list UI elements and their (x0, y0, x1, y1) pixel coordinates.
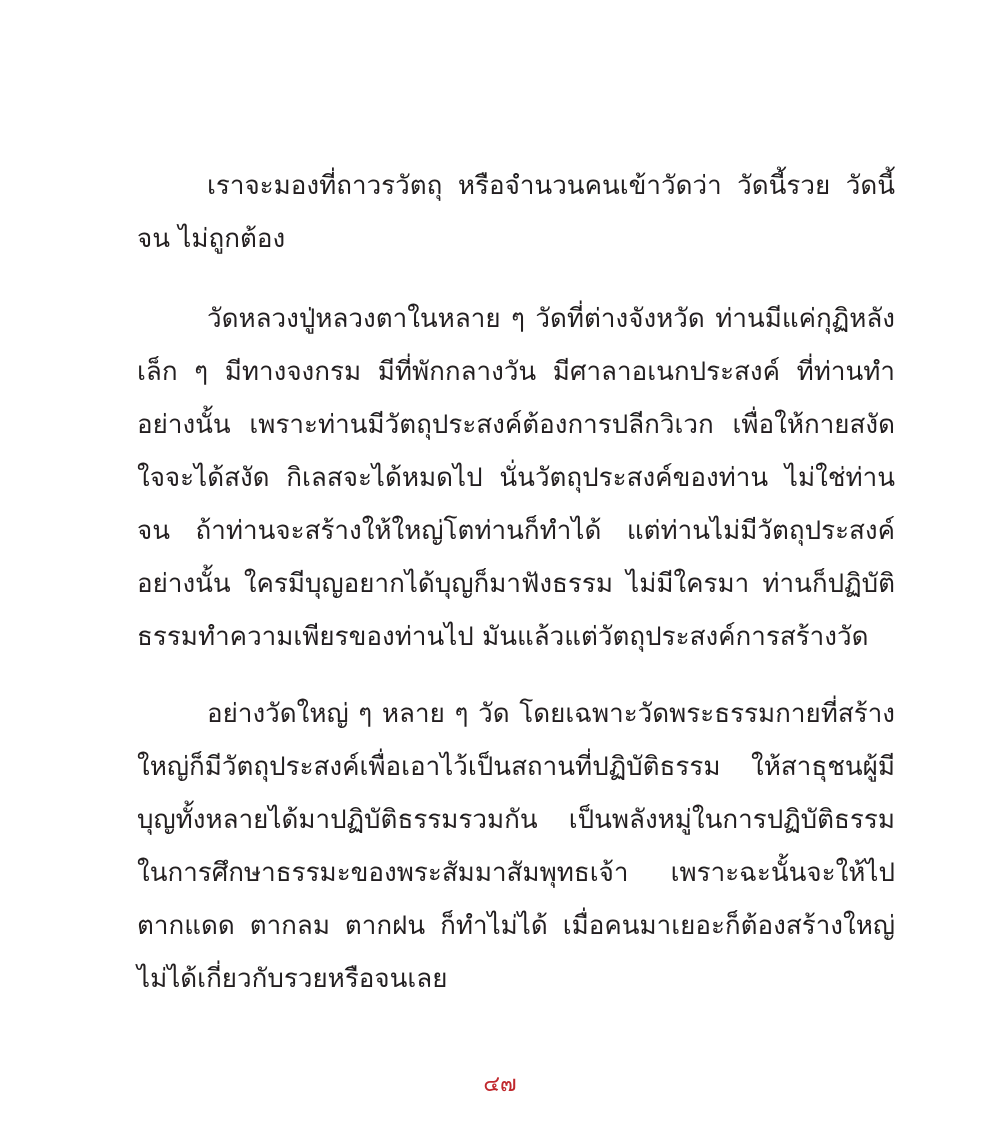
paragraph-3: อย่างวัดใหญ่ ๆ หลาย ๆ วัด โดยเฉพาะวัดพระธรรมกายที่สร้างใหญ่ก็มีวัตถุประสงค์เพื่อเอาไว้เป็นสถานที่ปฏิบัติธรรม ให้สาธุชนผู้มีบุญทั้งหลายได้มาปฏิบัติธรรมรวมกัน เป็นพลังหมู่ในการปฏิบัติธรรม ในการศึกษาธรรมะของพระสัมมาสัมพุทธเจ้า เพราะฉะนั้นจะให้ไปตากแดด ตากลม ตากฝน ก็ทำไม่ได้ เมื่อคนมาเยอะก็ต้องสร้างใหญ่ ไม่ได้เกี่ยวกับรวยหรือจนเลย (137, 699, 895, 994)
page-number: ๔๗ (483, 1072, 517, 1097)
paragraph-2: วัดหลวงปู่หลวงตาในหลาย ๆ วัดที่ต่างจังหวัด ท่านมีแค่กุฏิหลังเล็ก ๆ มีทางจงกรม มีที่พักกลางวัน มีศาลาอเนกประสงค์ ที่ท่านทำอย่างนั้น เพราะท่านมีวัตถุประสงค์ต้องการปลีกวิเวก เพื่อให้กายสงัด ใจจะได้สงัด กิเลสจะได้หมดไป นั่นวัตถุประสงค์ของท่าน ไม่ใช่ท่านจน ถ้าท่านจะสร้างให้ใหญ่โตท่านก็ทำได้ แต่ท่านไม่มีวัตถุประสงค์อย่างนั้น ใครมีบุญอยากได้บุญก็มาฟังธรรม ไม่มีใครมา ท่านก็ปฏิบัติธรรมทำความเพียรของท่านไป มันแล้วแต่วัตถุประสงค์การสร้างวัด (137, 304, 895, 652)
paragraph-1: เราจะมองที่ถาวรวัตถุ หรือจำนวนคนเข้าวัดว่า วัดนี้รวย วัดนี้จน ไม่ถูกต้อง (137, 171, 895, 254)
